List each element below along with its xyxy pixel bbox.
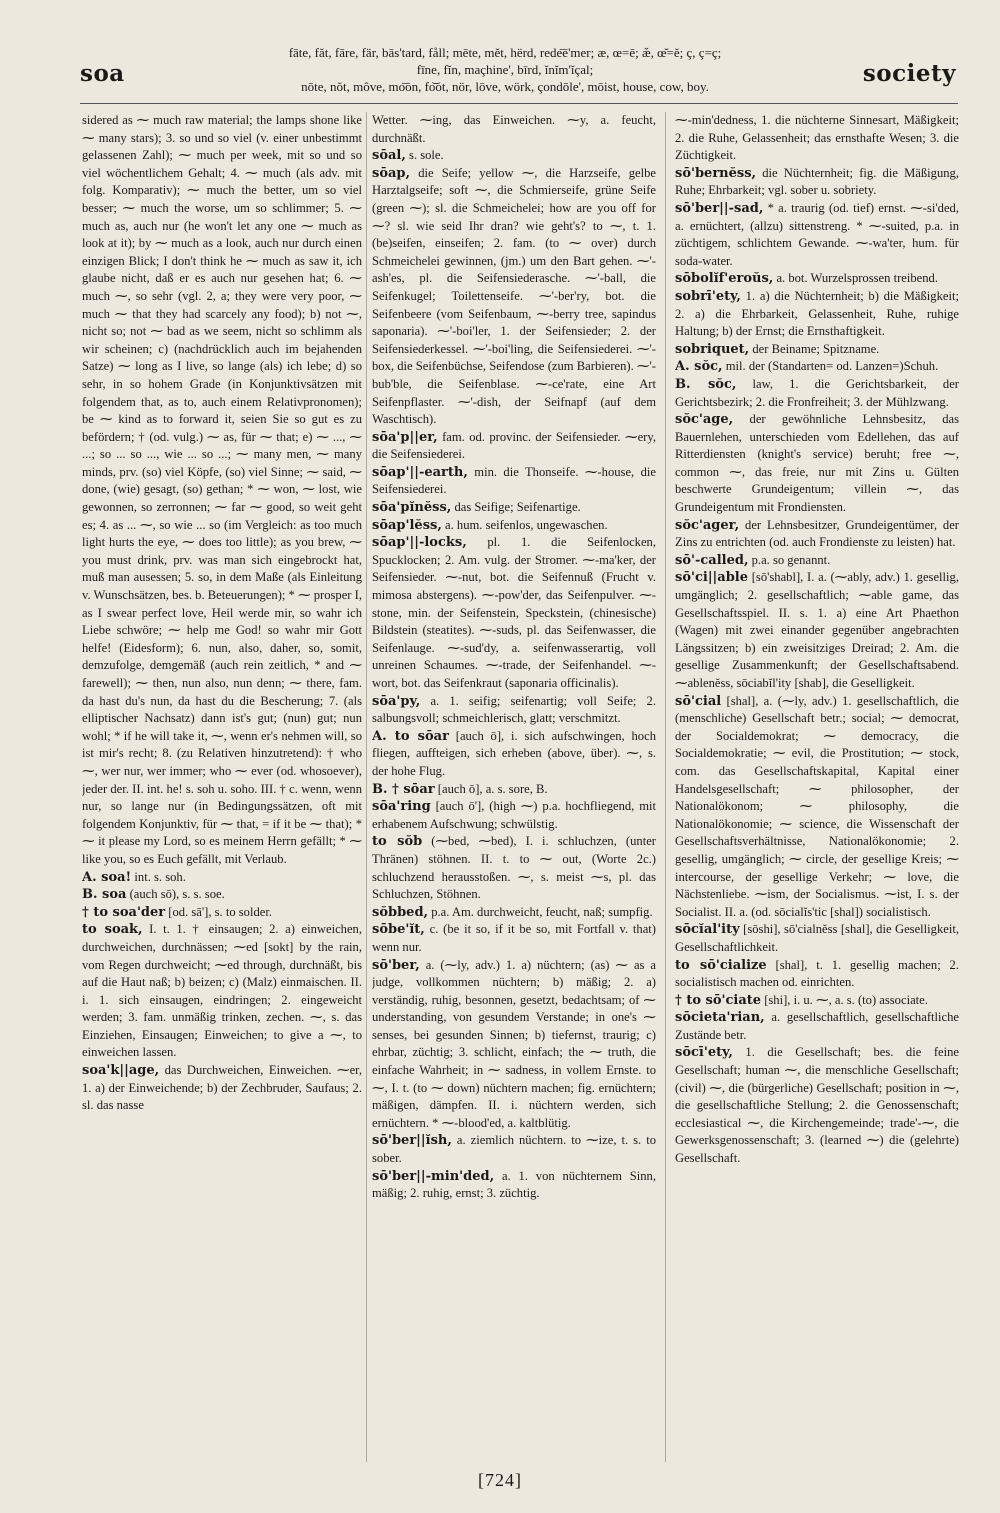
dictionary-entry <box>675 693 959 922</box>
headword: sō'cial <box>675 693 722 709</box>
headword: sō'bernĕss, <box>675 165 757 181</box>
headword: sō'ci||able <box>675 570 749 586</box>
entry-text: [shal], t. 1. gesellig machen; 2. socialistisch machen od. einrichten. <box>675 957 959 990</box>
entry-text: (⁓bed, ⁓bed), I. i. schluchzen, (unter Thränen) stöhnen. II. t. to ⁓ out, (Worte 2c.) schluchzend herausstoßen. ⁓, s. meist ⁓s, pl. das Schluchzen, Stöhnen. <box>372 834 656 902</box>
headword: B. soa <box>82 887 127 903</box>
dictionary-entry <box>372 833 656 903</box>
entry-text: die Nüchternheit; fig. die Mäßigung, Ruhe; Ehrbarkeit; vgl. sober u. sobriety. <box>675 165 959 198</box>
headword: sōap'||-locks, <box>372 535 467 551</box>
entry-text: Wetter. ⁓ing, das Einweichen. ⁓y, a. feucht, durchnäßt. <box>372 113 656 145</box>
headword: sōbe'ĭt, <box>372 922 425 938</box>
headword: sōa'ring <box>372 799 431 815</box>
entry-text: a. gesellschaftlich, gesellschaftliche Zustände betr. <box>675 1010 959 1042</box>
entry-text: [auch ō], a. s. sore, B. <box>434 781 548 796</box>
dictionary-entry <box>82 886 362 904</box>
entry-text: I. t. 1. † einsaugen; 2. a) einweichen, durchweichen, durchnässen; ⁓ed [sokt] by the rain, vom Regen durchweicht; ⁓ed through, durchnäßt, bis auf die Haut naß; b) beizen; c) (Malz) einmaischen. II. i. 1. sich einsaugen, eindringen; 2. eingeweicht werden; 3. fam. unmäßig trinken, zechen. ⁓, s. das Einziehen, Einsaugen; Einweichen; to give a ⁓, to einweichen lassen. <box>82 922 362 1060</box>
dictionary-entry <box>372 499 656 517</box>
dictionary-entry <box>82 921 362 1062</box>
dictionary-entry <box>372 1132 656 1167</box>
dictionary-entry <box>372 728 656 781</box>
page-number: [724] <box>478 1470 522 1490</box>
headword: B. sŏc, <box>675 376 737 392</box>
pronunciation-key-line: fīne, fĭn, maçhine', bīrd, ĭnĭm'ĭçal; <box>416 62 594 77</box>
headword: sō'ber||-min'ded, <box>372 1168 495 1184</box>
dictionary-entry <box>675 552 959 570</box>
entry-text: [auch ō'], (high ⁓) p.a. hochfliegend, mit erhabenem Aufschwung; schwülstig. <box>372 799 656 831</box>
entry-text: law, 1. die Gerichtsbarkeit, der Gerichtsbezirk; 2. die Fronfreiheit; 3. der Mühlzwang. <box>675 376 959 409</box>
column-left <box>82 112 362 1467</box>
entry-text: [sōshi], sō'cialnĕss [shal], die Geselligkeit, Gesellschaftlichkeit. <box>675 922 959 954</box>
headword: sŏc'ager, <box>675 517 740 533</box>
dictionary-entry <box>372 693 656 728</box>
entry-text: c. (be it so, if it be so, mit Fortfall v. that) wenn nur. <box>372 922 656 954</box>
entry-text: das Durchweichen, Einweichen. ⁓er, 1. a) der Einweichende; b) der Zechbruder, Saufaus; 2. sl. das nasse <box>82 1063 362 1113</box>
dictionary-entry <box>372 534 656 692</box>
headword: A. sŏc, <box>675 359 723 375</box>
entry-text: das Seifige; Seifenartige. <box>451 500 581 515</box>
entry-text: die Seife; yellow ⁓, die Harzseife, gelbe Harztalgseife; soft ⁓, die Schmierseife, grüne Seife (green ⁓); sl. die Schmeichelei; how are you off for ⁓? sl. wie seid Ihr dran? wie geht's? to ⁓, t. 1. (be)seifen, einseifen; 2. fam. (to ⁓ over) durch Schmeichelei gewinnen, (jm.) um den Bart gehen. ⁓'-ash'es, pl. die Seifensiederasche. ⁓'-ball, die Seifenkugel; Toilettenseife. ⁓'-ber'ry, bot. die Seifenbeere (vom Seifenbaum, ⁓-berry tree, sapindus saponaria). ⁓'-boi'ler, 1. der Seifensieder; 2. der Seifensiederkessel. ⁓'-boi'ling, die Seifensiederei. ⁓'-box, die Seifenbüchse, Seifendose (zum Barbieren). ⁓'-bub'ble, die Seifenblase. ⁓-ce'rate, eine Art Seifenpflaster. ⁓'-dish, der Seifnapf (auf dem Waschtisch). <box>372 165 656 427</box>
entry-text: p.a. so genannt. <box>748 552 831 567</box>
dictionary-entry <box>675 288 959 341</box>
entry-continuation <box>82 112 362 869</box>
pronunciation-key-line: fāte, făt, fāre, fär, bās'tard, fåll; mēte, mĕt, hërd, rede͞e'mer; æ, œ=ē; æ̆, œ̆=ĕ; ç, ç=ç; <box>288 45 722 60</box>
column-right <box>675 112 959 1467</box>
column-divider <box>665 112 666 1462</box>
entry-text: pl. 1. die Seifenlocken, Spucklocken; 2. Am. vulg. der Stromer. ⁓-ma'ker, der Seifensieder. ⁓-nut, bot. die Seifennuß (Frucht v. mimosa abstergens). ⁓-pow'der, das Seifenpulver. ⁓-stone, min. der Seifenstein, Speckstein, (chinesische) Bildstein (steatites). ⁓-suds, pl. das Seifenwasser, die Seifenlauge. ⁓-sud'dy, a. seifenwasserartig, voll unreinen Schaumes. ⁓-trade, der Seifenhandel. ⁓-wort, bot. das Seifenkraut (saponaria officinalis). <box>372 535 656 690</box>
headword: sōa'py, <box>372 693 421 709</box>
dictionary-entry <box>372 1168 656 1203</box>
entry-text: * a. traurig (od. tief) ernst. ⁓-si'ded, a. ernüchtert, (allzu) sittenstreng. * ⁓-suited, p.a. in züchtigem, schlichtem Gewande. ⁓-wa'ter, hum. für soda-water. <box>675 200 959 268</box>
dictionary-entry <box>675 957 959 992</box>
dictionary-entry <box>372 165 656 429</box>
entry-text: s. sole. <box>405 148 444 163</box>
dictionary-entry <box>82 1062 362 1115</box>
entry-text: a. 1. von nüchternem Sinn, mäßig; 2. ruhig, ernst; 3. züchtig. <box>372 1168 656 1201</box>
dictionary-entry <box>372 147 656 165</box>
entry-text: der Beiname; Spitzname. <box>749 341 880 356</box>
headword: soa'k||age, <box>82 1063 160 1079</box>
entry-text: mil. der (Standarten= od. Lanzen=)Schuh. <box>722 359 939 374</box>
entry-text: a. ziemlich nüchtern. to ⁓ize, t. s. to sober. <box>372 1133 656 1166</box>
dictionary-entry <box>82 869 362 887</box>
entry-text: der Lehnsbesitzer, Grundeigentümer, der Zins zu entrichten (od. auch Frondienste zu leisten) hat. <box>675 517 959 550</box>
dictionary-entry <box>675 921 959 956</box>
headword: sobrī'ety, <box>675 288 741 304</box>
header-rule <box>80 103 958 104</box>
entry-text: a. hum. seifenlos, ungewaschen. <box>441 517 608 532</box>
dictionary-entry <box>372 921 656 956</box>
entry-text: (auch sō), s. s. soe. <box>126 887 225 902</box>
headword: sō'ber, <box>372 957 420 973</box>
dictionary-entry <box>675 358 959 376</box>
dictionary-entry <box>372 798 656 833</box>
headword: sōa'pĭnĕss, <box>372 500 452 516</box>
entry-text: 1. die Gesellschaft; bes. die feine Gesellschaft; human ⁓, die menschliche Gesellschaft; (civil) ⁓, die (bürgerliche) Gesellschaft; position in ⁓, die gesellschaftliche Stellung; 2. die Genossenschaft; ecclesiastical ⁓, die Kirchengemeinde; trade'-⁓, die Gewerksgenossenschaft; 3. (learned ⁓) die (gelehrte) Gesellschaft. <box>675 1045 959 1166</box>
entry-text: 1. a) die Nüchternheit; b) die Mäßigkeit; 2. a) die Ehrbarkeit, Gelassenheit, Ruhe, ruhige Haltung; b) der Ernst; die Ernsthaftigkeit. <box>675 288 959 339</box>
entry-continuation <box>675 112 959 165</box>
dictionary-entry <box>675 376 959 411</box>
entry-text: [sō'shabl], I. a. (⁓ably, adv.) 1. gesellig, umgänglich; 2. gesellschaftlich; ⁓able game, das Gesellschaftsspiel. II. s. 1. a) eine Art Phaethon (Wagen) mit zwei einander gegenüber angebrachten Längssitzen; b) ein zweisitziges Dreirad; 2. Am. die gesellige Zusammenkunft; der Gesellschaftsabend. ⁓ablenĕss, sōciabĭl'ity [shab], die Geselligkeit. <box>675 570 959 690</box>
headword: sōbolĭf'eroŭs, <box>675 271 774 287</box>
headword: A. to sōar <box>372 728 449 744</box>
headword: B. † sōar <box>372 781 435 797</box>
entry-text: a. (⁓ly, adv.) 1. a) nüchtern; (as) ⁓ as a judge, vollkommen nüchtern; b) mäßig; 2. a) verständig, ruhig, besonnen, gesetzt, bedachtsam; of ⁓ understanding, von gesundem Verstande; in one's ⁓ senses, bei gesunden Sinnen; b) tiefernst, traurig; c) ehrbar, züchtig; 3. schlicht, einfach; the ⁓ truth, die einfache Wahrheit; in ⁓ sadness, in vollem Ernste. to ⁓, I. t. (to ⁓ down) nüchtern machen; fig. ernüchtern; mäßigen, dämpfen. II. i. nüchtern werden, sich ernüchtern. * ⁓-blood'ed, a. kaltblütig. <box>372 957 656 1130</box>
pronunciation-key-line: nōte, nŏt, môve, mo͞on, fo͝ot, nör, lōve, wörk, çondōle', mōist, house, cow, boy. <box>301 79 709 94</box>
headword: sōcieta'rian, <box>675 1010 765 1026</box>
entry-continuation <box>372 112 656 147</box>
dictionary-entry <box>372 464 656 499</box>
dictionary-entry <box>675 270 959 288</box>
dictionary-entry <box>675 569 959 692</box>
entry-text: [shal], a. (⁓ly, adv.) 1. gesellschaftlich, die (menschliche) Gesellschaft betr.; social; ⁓ democrat, der Socialdemokrat; ⁓ democracy, die Socialdemokratie; ⁓ evil, die Prostitution; ⁓ stock, com. das Gesellschaftskapital, Kapital einer Handelsgesellschaft; ⁓ philosopher, der Nationalökonom; ⁓ philosophy, die Nationalökonomie; ⁓ science, die Wissenschaft der Gesellschaftsverhältnisse, Nationalökonomie; 2. gesellig, umgänglich; ⁓ circle, der gesellige Kreis; ⁓ intercourse, der gesellige Verkehr; ⁓ love, die Nächstenliebe. ⁓ism, der Socialismus. ⁓ist, I. s. der Socialist. II. a. (od. sōcialĭs'tic [shal]) socialistisch. <box>675 693 959 919</box>
headword: A. soa! <box>82 869 132 885</box>
column-middle <box>372 112 656 1467</box>
headword: sōap, <box>372 165 411 181</box>
pronunciation-key <box>200 44 810 95</box>
dictionary-entry <box>372 781 656 799</box>
dictionary-entry <box>675 200 959 270</box>
dictionary-entry <box>372 517 656 535</box>
entry-text: [shi], i. u. ⁓, a. s. (to) associate. <box>761 992 928 1007</box>
entry-text: [od. sā'], s. to solder. <box>165 904 272 919</box>
headword: † to sō'ciate <box>675 992 762 1008</box>
headword: sōap'||-earth, <box>372 464 468 480</box>
headword: to sŏb <box>372 834 423 850</box>
entry-text: [auch ō], i. sich aufschwingen, hoch fliegen, auffteigen, sich erheben (above, über). ⁓, s. der hohe Flug. <box>372 728 656 778</box>
entry-text: ⁓-min'dedness, 1. die nüchterne Sinnesart, Mäßigkeit; 2. die Ruhe, Gelassenheit; das ernsthafte Wesen; 3. die Züchtigkeit. <box>675 113 959 163</box>
entry-text: a. 1. seifig; seifenartig; voll Seife; 2. salbungsvoll; schmeichlerisch, glatt; verschmitzt. <box>372 693 656 726</box>
headword: sōa'p||er, <box>372 429 438 445</box>
entry-text: a. bot. Wurzelsprossen treibend. <box>773 271 938 286</box>
dictionary-entry <box>372 904 656 922</box>
entry-text: sidered as ⁓ much raw material; the lamps shone like ⁓ many stars); 3. so und so viel (v. einer unbestimmt gelassenen Zahl); ⁓ much per week, mit so und so viel wöchentlichem Gehalt; 4. ⁓ much (als adv. mit folg. Komparativ); ⁓ much the better, um so viel besser; ⁓ much the worse, um so schlimmer; 5. ⁓ much as, auch nur (he won't let any one ⁓ much as look at it); by ⁓ much as a look, auch nur durch einen einzigen Blick; I don't think he ⁓ much as saw it, ich glaube nicht, daß er es auch nur gesehen hat; 6. ⁓ much ⁓, so sehr (vgl. 2, a; they were very poor, ⁓ much ⁓ that they had scarcely any food); b) not ⁓, nicht so; not ⁓ bad as we seem, nicht so schlimm als wir scheinen; c) (nachdrücklich auch im bejahenden Satze) ⁓ long as I live, so lange (als) ich lebe; d) so sehr, in so hohem Grade (in Konjunktivsätzen mit folgendem that, as to, auch einem Relativpronomen); be ⁓ kind as to forward it, seien Sie so gut es zu befördern; † (od. vulg.) ⁓ as, für ⁓ that; e) ⁓ ..., ⁓ ...; so ... so ..., wie ... so ...; ⁓ many men, ⁓ many minds, prv. (so) viel Köpfe, (so) viel Sinne; ⁓ said, ⁓ done, (wie) gesagt, (so) gethan; * ⁓ won, ⁓ lost, wie gewonnen, so zerronnen; ⁓ far ⁓ good, so weit geht es; 4. as ... ⁓, so wie ... so (im Vergleich: as too much light hurts the eye, ⁓ does too little); as you brew, ⁓ you must drink, prv. was man sich eingebrockt hat, muß man ausessen; 5. so, in dem Maße (als Einleitung v. Wunschsätzen, bes. b. Beteuerungen); * ⁓ prosper I, as I swear perfect love, Heil werde mir, so wahr ich Liebe schwöre; ⁓ help me God! so wahr mir Gott helfe! (Eidesform); 6. nun, also, daher, so, somit, demzufolge, demgemäß (auch rein zeitlich, * and ⁓ farewell); ⁓ then, nun also, nun denn; ⁓ there, fam. da hast du's nun, da hast du die Bescherung; 7. (als elliptischer Nachsatz) dann ist's gut; (nun) gut; nun wohl; * if he will take it, ⁓, wenn er's nehmen will, so ist mir's recht; 8. (zu Relativen hinzutretend): † who ⁓, wer nur, wer immer; who ⁓ ever (od. whosoever), jeder der. II. int. he! s. soh u. soho. III. † c. wenn, wenn nur, so lange nur (in Bedingungssätzen, oft mit folgendem Konjunktiv, für ⁓ that, = if it be ⁓ that); * ⁓ it please my Lord, so es meinem Herrn gefällt; * ⁓ like you, so es Euch gefällt, mit Verlaub. <box>82 113 362 866</box>
headword: † to soa'der <box>82 904 166 920</box>
dictionary-entry <box>675 1044 959 1167</box>
dictionary-entry <box>675 1009 959 1044</box>
dictionary-entry <box>675 165 959 200</box>
headword: sŏbbed, <box>372 904 429 920</box>
headword: sō'ber||ĭsh, <box>372 1133 452 1149</box>
column-divider <box>366 112 367 1462</box>
headword: sōcĭal'ity <box>675 922 740 938</box>
headword: sōal, <box>372 148 406 164</box>
dictionary-entry <box>675 992 959 1010</box>
dictionary-entry <box>372 429 656 464</box>
headword: sōap'lĕss, <box>372 517 442 533</box>
headword: to soak, <box>82 922 143 938</box>
headword: sō'-called, <box>675 552 749 568</box>
headword: to sō'cialize <box>675 957 767 973</box>
headword: sobriquet, <box>675 341 750 357</box>
entry-text: p.a. Am. durchweicht, feucht, naß; sumpfig. <box>428 904 653 919</box>
entry-text: der gewöhnliche Lehnsbesitz, das Bauernlehen, unterschieden vom Edellehen, das auf Ritterdiensten (knight's service) beruht; free ⁓, common ⁓, das freie, nur mit Zins u. Gülten beschwerte Grundeigentum; villein ⁓, das Grundeigentum mit Frondiensten. <box>675 412 959 515</box>
dictionary-entry <box>82 904 362 922</box>
headword: sŏc'age, <box>675 412 734 428</box>
headword: sō'ber||-sad, <box>675 200 764 216</box>
dictionary-entry <box>675 517 959 552</box>
guide-word-left: soa <box>80 60 125 87</box>
dictionary-entry <box>675 411 959 517</box>
guide-word-right: society <box>862 60 956 87</box>
headword: sōcī'ety, <box>675 1045 733 1061</box>
dictionary-entry <box>675 341 959 359</box>
entry-text: min. die Thonseife. ⁓-house, die Seifensiederei. <box>372 464 656 497</box>
dictionary-entry <box>372 957 656 1133</box>
entry-text: fam. od. provinc. der Seifensieder. ⁓ery, die Seifensiederei. <box>372 429 656 462</box>
entry-text: int. s. soh. <box>131 869 186 884</box>
